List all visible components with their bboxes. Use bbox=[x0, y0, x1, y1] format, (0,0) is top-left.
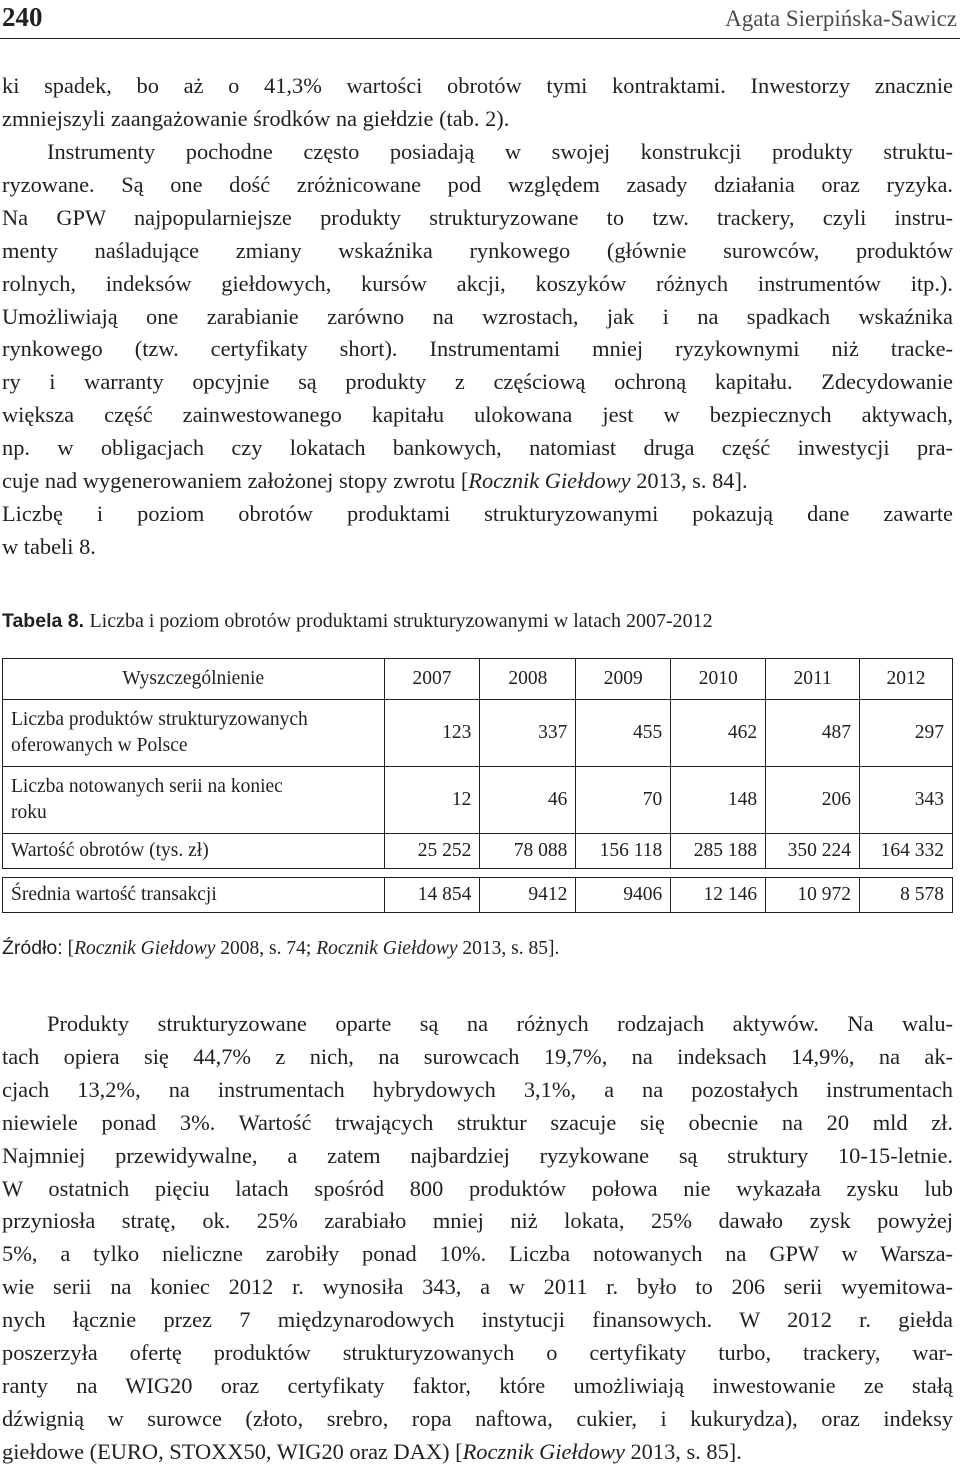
table-row bbox=[3, 700, 953, 767]
header-cell-label: Wyszczególnienie bbox=[3, 659, 385, 700]
header-cell-year: 2007 bbox=[384, 659, 480, 700]
table-row bbox=[3, 767, 953, 834]
table-cell: 9406 bbox=[576, 878, 671, 913]
paragraph-2 bbox=[2, 136, 953, 564]
table-cell: 70 bbox=[576, 767, 671, 834]
table-source bbox=[2, 937, 559, 960]
paragraph-line-with-citation bbox=[2, 1436, 953, 1469]
paragraph-line: cjach 13,2%, na instrumentach hybrydowych 3,1%, a na pozostałych instrumentach bbox=[2, 1076, 953, 1102]
citation-title: Rocznik Giełdowy bbox=[462, 1438, 625, 1464]
paragraph-line: poszerzyła ofertę produktów strukturyzowanych o certyfikaty turbo, trackery, war- bbox=[2, 1340, 953, 1366]
table-caption-text: Liczba i poziom obrotów produktami strukturyzowanymi w latach 2007-2012 bbox=[89, 610, 713, 632]
table-cell: 123 bbox=[384, 700, 480, 767]
paragraph-line: niewiele ponad 3%. Wartość trwających struktur szacuje się obecnie na 20 mld zł. bbox=[2, 1109, 953, 1135]
paragraph-line: ki spadek, bo aż o 41,3% wartości obrotów tymi kontraktami. Inwestorzy znacznie bbox=[2, 73, 953, 98]
header-cell-year: 2011 bbox=[766, 659, 860, 700]
table-row bbox=[3, 878, 953, 913]
paragraph-line: rolnych, indeksów giełdowych, kursów akcji, koszyków różnych instrumentów itp.). bbox=[2, 270, 953, 296]
table-cell: 148 bbox=[671, 767, 766, 834]
source-prefix: Źródło: bbox=[2, 937, 63, 959]
table-cell: 46 bbox=[480, 767, 576, 834]
table-cell: 350 224 bbox=[766, 834, 860, 869]
table-cell: 12 146 bbox=[671, 878, 766, 913]
table-cell: 10 972 bbox=[766, 878, 860, 913]
row-label-line: roku bbox=[11, 802, 47, 823]
row-label: Wartość obrotów (tys. zł) bbox=[3, 834, 385, 869]
paragraph-line: Najmniej przewidywalne, a zatem najbardziej ryzykowane są struktury 10-15-letnie. bbox=[2, 1142, 953, 1168]
table-cell: 455 bbox=[576, 700, 671, 767]
source-end: 2013, s. 85]. bbox=[457, 938, 560, 959]
paragraph-line: Na GPW najpopularniejsze produkty strukturyzowane to tzw. trackery, czyli instru- bbox=[2, 204, 953, 230]
header-cell-year: 2010 bbox=[671, 659, 766, 700]
paragraph-line: w tabeli 8. bbox=[2, 533, 96, 559]
paragraph-line: ry i warranty opcyjnie są produkty z częściową ochroną kapitału. Zdecydowanie bbox=[2, 369, 953, 395]
paragraph-line: tach opiera się 44,7% z nich, na surowcach 19,7%, na indeksach 14,9%, na ak- bbox=[2, 1043, 953, 1069]
paragraph-line: większa część zainwestowanego kapitału ulokowana jest w bezpiecznych aktywach, bbox=[2, 402, 953, 428]
page-number: 240 bbox=[2, 2, 43, 32]
paragraph-line: menty naśladujące zmiany wskaźnika rynkowego (głównie surowców, produktów bbox=[2, 237, 953, 263]
paragraph-line-with-citation bbox=[2, 465, 953, 498]
paragraph-3 bbox=[2, 1008, 953, 1469]
table-cell: 462 bbox=[671, 700, 766, 767]
citation-rest: 2013, s. 85]. bbox=[624, 1438, 742, 1464]
paragraph-1 bbox=[2, 70, 953, 136]
table-cell: 487 bbox=[766, 700, 860, 767]
row-label-line: Liczba notowanych serii na koniec bbox=[11, 776, 283, 797]
table-cell: 297 bbox=[860, 700, 953, 767]
source-open: [ bbox=[62, 938, 75, 959]
paragraph-line: 5%, a tylko nieliczne zarobiły ponad 10%. Liczba notowanych na GPW w Warsza- bbox=[2, 1241, 953, 1267]
paragraph-line: Liczbę i poziom obrotów produktami strukturyzowanymi pokazują dane zawarte bbox=[2, 500, 953, 526]
data-table bbox=[2, 658, 953, 913]
table-cell: 337 bbox=[480, 700, 576, 767]
paragraph-line: giełdowe (EURO, STOXX50, WIG20 oraz DAX) [ bbox=[2, 1438, 463, 1464]
citation-title: Rocznik Giełdowy bbox=[468, 468, 631, 494]
table-cell: 12 bbox=[384, 767, 480, 834]
source-mid: 2008, s. 74; bbox=[215, 938, 317, 959]
table-cell: 156 118 bbox=[576, 834, 671, 869]
paragraph-line: ranty na WIG20 oraz certyfikaty faktor, które umożliwiają inwestowanie ze stałą bbox=[2, 1372, 953, 1398]
paragraph-line: cuje nad wygenerowaniem założonej stopy zwrotu [ bbox=[2, 468, 469, 494]
paragraph-line: nych łącznie przez 7 międzynarodowych instytucji finansowych. W 2012 r. giełda bbox=[2, 1307, 953, 1333]
table-cell: 14 854 bbox=[384, 878, 480, 913]
paragraph-line: zmniejszyli zaangażowanie środków na giełdzie (tab. 2). bbox=[2, 105, 510, 131]
running-header bbox=[0, 0, 960, 40]
header-cell-year: 2008 bbox=[480, 659, 576, 700]
source-title: Rocznik Giełdowy bbox=[74, 938, 216, 959]
paragraph-line: np. w obligacjach czy lokatach bankowych, natomiast druga część inwestycji pra- bbox=[2, 435, 953, 461]
source-title: Rocznik Giełdowy bbox=[316, 938, 458, 959]
table-cell: 78 088 bbox=[480, 834, 576, 869]
table-cell: 164 332 bbox=[860, 834, 953, 869]
row-label-line: oferowanych w Polsce bbox=[11, 735, 188, 756]
row-label bbox=[3, 700, 385, 767]
paragraph-line: przyniosła stratę, ok. 25% zarabiało mniej niż lokata, 25% dawało zysk powyżej bbox=[2, 1208, 953, 1234]
table-cell: 8 578 bbox=[860, 878, 953, 913]
header-cell-year: 2009 bbox=[576, 659, 671, 700]
paragraph-line: ryzowane. Są one dość zróżnicowane pod względem zasady działania oraz ryzyka. bbox=[2, 171, 953, 197]
paragraph-line: Produkty strukturyzowane oparte są na różnych rodzajach aktywów. Na walu- bbox=[47, 1011, 953, 1036]
table-header-row bbox=[3, 659, 953, 700]
paragraph-line: W ostatnich pięciu latach spośród 800 produktów połowa nie wykazała zysku lub bbox=[2, 1175, 953, 1201]
spacer-cell bbox=[3, 869, 953, 878]
paragraph-line: rynkowego (tzw. certyfikaty short). Instrumentami mniej ryzykownymi niż tracke- bbox=[2, 336, 953, 362]
table-cell: 25 252 bbox=[384, 834, 480, 869]
row-label-line: Liczba produktów strukturyzowanych bbox=[11, 709, 308, 730]
citation-rest: 2013, s. 84]. bbox=[630, 468, 748, 494]
table-cell: 206 bbox=[766, 767, 860, 834]
row-label bbox=[3, 767, 385, 834]
table-row bbox=[3, 834, 953, 869]
running-author: Agata Sierpińska-Sawicz bbox=[725, 6, 957, 31]
row-label: Średnia wartość transakcji bbox=[3, 878, 385, 913]
paragraph-line: wie serii na koniec 2012 r. wynosiła 343, a w 2011 r. było to 206 serii wyemitowa- bbox=[2, 1274, 953, 1300]
header-cell-year: 2012 bbox=[860, 659, 953, 700]
table-cell: 285 188 bbox=[671, 834, 766, 869]
paragraph-line: Instrumenty pochodne często posiadają w swojej konstrukcji produkty struktu- bbox=[47, 139, 953, 164]
table-caption bbox=[2, 610, 713, 633]
header-rule bbox=[0, 38, 960, 39]
paragraph-line: Umożliwiają one zarabianie zarówno na wzrostach, jak i na spadkach wskaźnika bbox=[2, 303, 953, 329]
table-caption-label: Tabela 8. bbox=[2, 610, 85, 632]
paragraph-line: dźwignią w surowce (złoto, srebro, ropa naftowa, cukier, i kukurydza), oraz indeksy bbox=[2, 1405, 953, 1431]
table-cell: 9412 bbox=[480, 878, 576, 913]
table-cell: 343 bbox=[860, 767, 953, 834]
table-spacer-row bbox=[3, 869, 953, 878]
